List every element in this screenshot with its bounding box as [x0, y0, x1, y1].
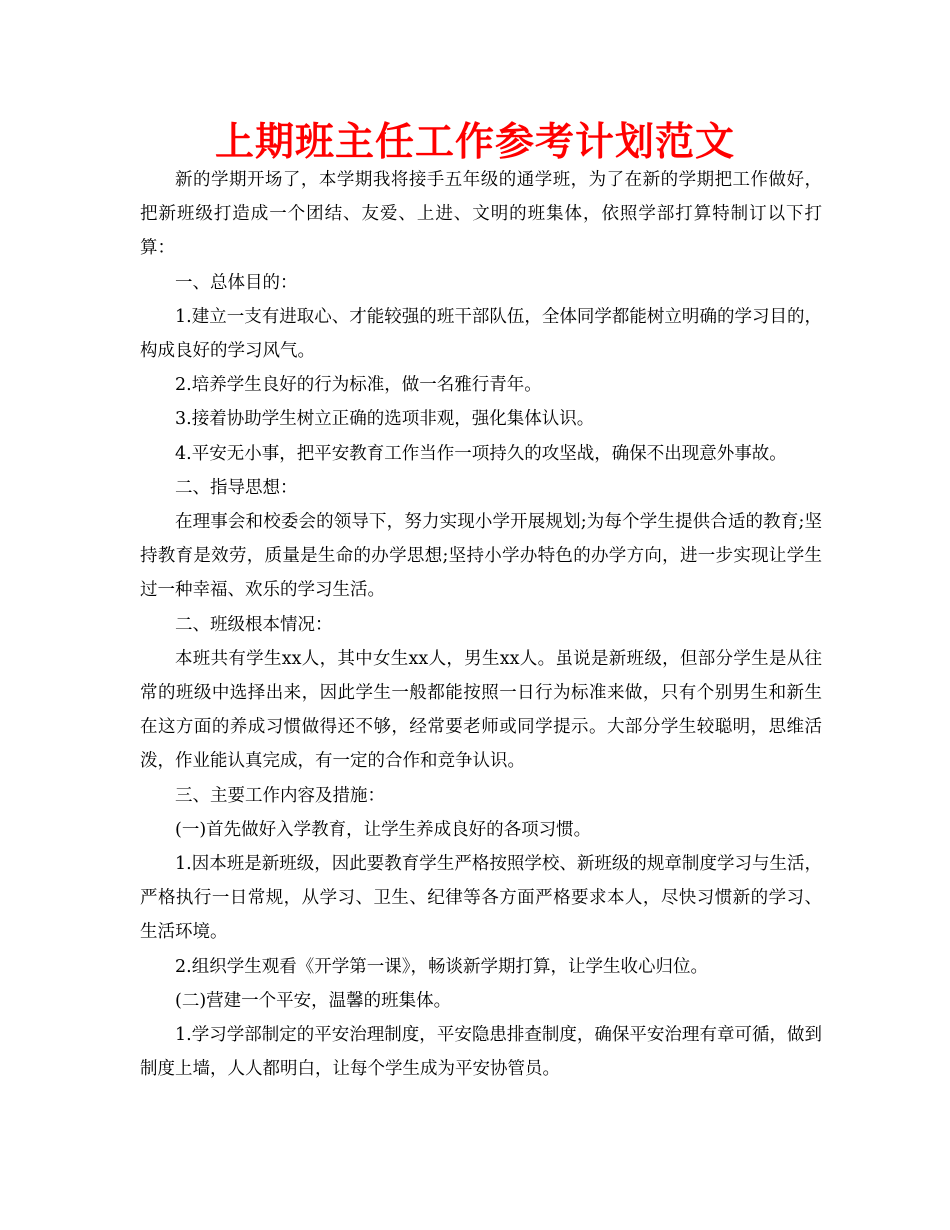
goal-item-1: 1.建立一支有进取心、才能较强的班干部队伍，全体同学都能树立明确的学习目的，构成良好的学习风气。 — [140, 306, 822, 362]
goal-item-2: 2.培养学生良好的行为标准，做一名雅行青年。 — [175, 375, 542, 396]
heading-overall-goals: 一、总体目的： — [175, 272, 298, 293]
document-title: 上期班主任工作参考计划范文 — [214, 120, 735, 165]
paragraph-class-situation: 本班共有学生xx人，其中女生xx人，男生xx人。虽说是新班级，但部分学生是从往常的班级中选择出来，因此学生一般都能按照一日行为标准来做，只有个别男生和新生在这方面的养成习惯做得还不够，经常要老师或同学提示。大部分学生较聪明，思维活泼，作业能认真完成，有一定的合作和竞争认识。 — [140, 648, 822, 772]
paragraph-guiding-ideology: 在理事会和校委会的领导下，努力实现小学开展规划;为每个学生提供合适的教育;坚持教育是效劳，质量是生命的办学思想;坚持小学办特色的办学方向，进一步实现让学生过一种幸福、欢乐的学习生活。 — [140, 512, 822, 601]
work-item-1: 1.因本班是新班级，因此要教育学生严格按照学校、新班级的规章制度学习与生活，严格执行一日常规，从学习、卫生、纪律等各方面严格要求本人，尽快习惯新的学习、生活环境。 — [140, 854, 822, 943]
work-item-2: 2.组织学生观看《开学第一课》，畅谈新学期打算，让学生收心归位。 — [175, 956, 708, 977]
heading-class-situation: 二、班级根本情况： — [175, 614, 333, 635]
heading-main-work: 三、主要工作内容及措施： — [175, 785, 385, 806]
goal-item-4: 4.平安无小事，把平安教育工作当作一项持久的攻坚战，确保不出现意外事故。 — [175, 443, 787, 464]
subheading-enrollment-education: (一)首先做好入学教育，让学生养成良好的各项习惯。 — [175, 819, 592, 840]
subheading-safe-class: (二)营建一个平安，温馨的班集体。 — [175, 990, 452, 1011]
heading-guiding-ideology: 二、指导思想： — [175, 477, 298, 498]
document-body — [140, 163, 822, 1086]
goal-item-3: 3.接着协助学生树立正确的选项非观，强化集体认识。 — [175, 409, 595, 430]
safety-item-1: 1.学习学部制定的平安治理制度，平安隐患排查制度，确保平安治理有章可循，做到制度上墙，人人都明白，让每个学生成为平安协管员。 — [140, 1025, 822, 1080]
paragraph-intro: 新的学期开场了，本学期我将接手五年级的通学班，为了在新的学期把工作做好，把新班级打造成一个团结、友爱、上进、文明的班集体，依照学部打算特制订以下打算： — [140, 170, 822, 259]
